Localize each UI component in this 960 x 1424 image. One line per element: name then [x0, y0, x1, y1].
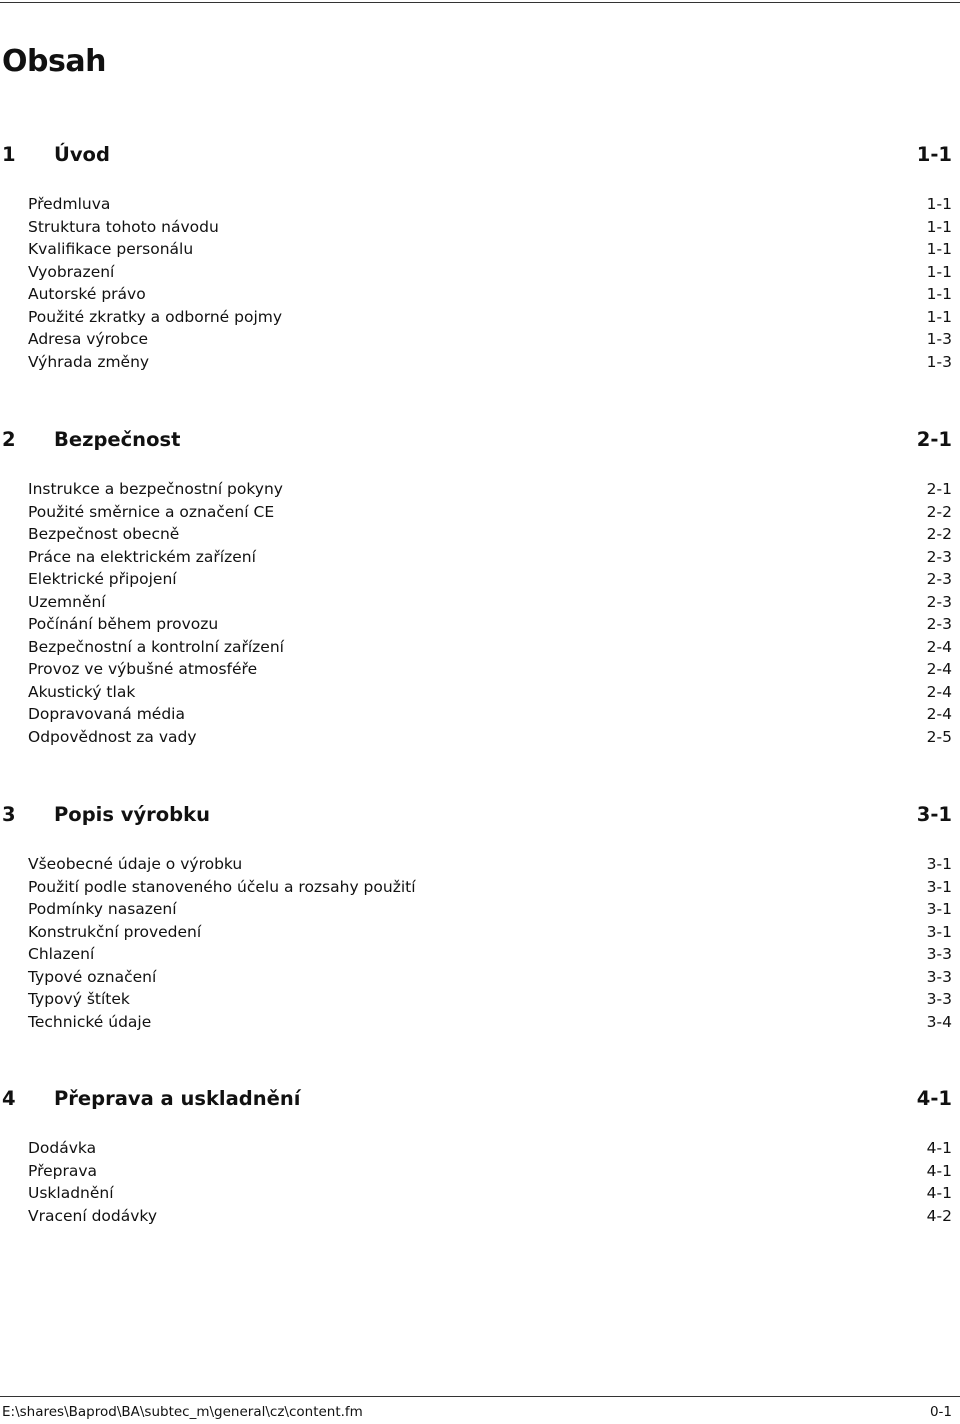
entry-title: Akustický tlak — [28, 682, 136, 701]
toc-entry[interactable] — [28, 523, 952, 546]
chapter-heading[interactable] — [0, 1087, 952, 1113]
entry-page: 2-2 — [926, 525, 952, 543]
entry-title: Typový štítek — [28, 990, 130, 1008]
entry-title: Technické údaje — [28, 1012, 152, 1031]
toc-entry[interactable] — [28, 681, 952, 704]
toc-entry[interactable] — [28, 328, 952, 351]
footer-page-number: 0-1 — [929, 1404, 952, 1420]
entry-page: 4-1 — [926, 1184, 952, 1202]
entry-page: 2-2 — [926, 502, 952, 521]
toc-entry[interactable] — [28, 261, 952, 284]
toc-entry[interactable] — [28, 1160, 952, 1183]
entry-title: Vyobrazení — [28, 262, 115, 281]
toc-entry[interactable] — [28, 306, 952, 329]
entry-page: 2-3 — [926, 547, 952, 566]
toc-entry[interactable] — [28, 216, 952, 239]
entry-page: 3-4 — [926, 1012, 952, 1031]
entry-title: Předmluva — [28, 195, 111, 213]
entry-page: 2-4 — [926, 637, 952, 656]
entry-title: Práce na elektrickém zařízení — [28, 547, 256, 566]
entry-page: 1-1 — [926, 285, 952, 303]
entry-title: Bezpečnost obecně — [28, 525, 180, 543]
entry-page: 1-1 — [926, 217, 952, 236]
entry-title: Konstrukční provedení — [28, 922, 202, 941]
chapter-page: 3-1 — [916, 803, 952, 826]
entry-title: Uskladnění — [28, 1184, 114, 1202]
chapter-title: Úvod — [54, 143, 110, 166]
toc-entry[interactable] — [28, 703, 952, 726]
entry-title: Bezpečnostní a kontrolní zařízení — [28, 637, 284, 656]
entry-page: 2-3 — [926, 615, 952, 633]
entry-page: 3-3 — [926, 945, 952, 963]
chapter-page: 2-1 — [916, 428, 952, 451]
toc-entry[interactable] — [28, 636, 952, 659]
entry-page: 3-3 — [926, 967, 952, 986]
entry-title: Adresa výrobce — [28, 330, 148, 348]
toc-entry[interactable] — [28, 988, 952, 1011]
entry-page: 1-1 — [926, 195, 952, 213]
entry-title: Podmínky nasazení — [28, 900, 177, 918]
entry-page: 1-1 — [926, 307, 952, 326]
entry-page: 2-4 — [926, 660, 952, 678]
entry-page: 3-1 — [926, 900, 952, 918]
toc-entry[interactable] — [28, 898, 952, 921]
chapter-section — [0, 143, 952, 371]
chapter-title: Přeprava a uskladnění — [54, 1087, 301, 1110]
entry-page: 3-3 — [926, 990, 952, 1008]
toc-entry[interactable] — [28, 478, 952, 501]
chapter-section — [0, 428, 952, 746]
entry-title: Všeobecné údaje o výrobku — [28, 855, 243, 873]
toc-entry[interactable] — [28, 238, 952, 261]
toc-entry[interactable] — [28, 921, 952, 944]
entry-page: 2-5 — [926, 727, 952, 746]
entry-page: 2-4 — [926, 682, 952, 701]
toc-entry[interactable] — [28, 193, 952, 216]
toc-entry[interactable] — [28, 283, 952, 306]
entry-page: 1-1 — [926, 262, 952, 281]
entry-title: Použité zkratky a odborné pojmy — [28, 307, 283, 326]
entry-page: 2-3 — [926, 570, 952, 588]
entry-title: Typové označení — [28, 967, 157, 986]
chapter-page: 1-1 — [916, 143, 952, 166]
entry-title: Odpovědnost za vady — [28, 727, 197, 746]
toc-entry[interactable] — [28, 853, 952, 876]
entry-page: 4-2 — [926, 1206, 952, 1225]
entry-page: 1-3 — [926, 330, 952, 348]
entry-title: Autorské právo — [28, 285, 146, 303]
chapter-heading[interactable] — [0, 143, 952, 169]
toc-entry[interactable] — [28, 1137, 952, 1160]
entry-list — [28, 193, 952, 373]
entry-title: Dodávka — [28, 1139, 97, 1157]
toc-entry[interactable] — [28, 876, 952, 899]
entry-title: Elektrické připojení — [28, 570, 177, 588]
chapter-page: 4-1 — [916, 1087, 952, 1110]
entry-list — [28, 853, 952, 1033]
entry-page: 4-1 — [926, 1139, 952, 1157]
toc-entry[interactable] — [28, 966, 952, 989]
chapter-number: 2 — [2, 428, 16, 451]
footer-rule — [0, 1396, 960, 1397]
entry-title: Přeprava — [28, 1161, 98, 1180]
toc-entry[interactable] — [28, 1205, 952, 1228]
entry-page: 3-1 — [926, 877, 952, 896]
entry-title: Použití podle stanoveného účelu a rozsahy použití — [28, 877, 416, 896]
chapter-number: 4 — [2, 1087, 16, 1110]
entry-title: Vracení dodávky — [28, 1206, 158, 1225]
entry-title: Struktura tohoto návodu — [28, 217, 219, 236]
chapter-number: 3 — [2, 803, 16, 826]
entry-list — [28, 478, 952, 748]
page-title: Obsah — [2, 44, 106, 79]
entry-page: 2-1 — [926, 480, 952, 498]
chapter-heading[interactable] — [0, 803, 952, 829]
entry-title: Kvalifikace personálu — [28, 240, 194, 258]
entry-title: Chlazení — [28, 945, 95, 963]
toc-entry[interactable] — [28, 351, 952, 374]
entry-title: Použité směrnice a označení CE — [28, 502, 275, 521]
chapter-section — [0, 1087, 952, 1225]
toc-entry[interactable] — [28, 591, 952, 614]
chapter-heading[interactable] — [0, 428, 952, 454]
entry-page: 1-1 — [926, 240, 952, 258]
entry-title: Uzemnění — [28, 592, 106, 611]
entry-list — [28, 1137, 952, 1227]
entry-page: 3-1 — [926, 922, 952, 941]
toc-entry[interactable] — [28, 613, 952, 636]
entry-page: 1-3 — [926, 352, 952, 371]
entry-title: Výhrada změny — [28, 352, 150, 371]
entry-title: Instrukce a bezpečnostní pokyny — [28, 480, 283, 498]
entry-title: Dopravovaná média — [28, 705, 185, 723]
chapter-section — [0, 803, 952, 1031]
entry-title: Počínání během provozu — [28, 615, 219, 633]
entry-page: 3-1 — [926, 855, 952, 873]
entry-title: Provoz ve výbušné atmosféře — [28, 660, 258, 678]
chapter-title: Bezpečnost — [54, 428, 181, 451]
toc-entry[interactable] — [28, 1182, 952, 1205]
top-rule — [0, 2, 960, 3]
entry-page: 4-1 — [926, 1161, 952, 1180]
toc-entry[interactable] — [28, 1011, 952, 1034]
footer-file-path: E:\shares\Baprod\BA\subtec_m\general\cz\content.fm — [2, 1404, 363, 1420]
entry-page: 2-3 — [926, 592, 952, 611]
toc-entry[interactable] — [28, 501, 952, 524]
toc-entry[interactable] — [28, 726, 952, 749]
chapter-title: Popis výrobku — [54, 803, 210, 826]
toc-entry[interactable] — [28, 546, 952, 569]
toc-entry[interactable] — [28, 658, 952, 681]
toc-entry[interactable] — [28, 568, 952, 591]
entry-page: 2-4 — [926, 705, 952, 723]
chapter-number: 1 — [2, 143, 16, 166]
toc-entry[interactable] — [28, 943, 952, 966]
